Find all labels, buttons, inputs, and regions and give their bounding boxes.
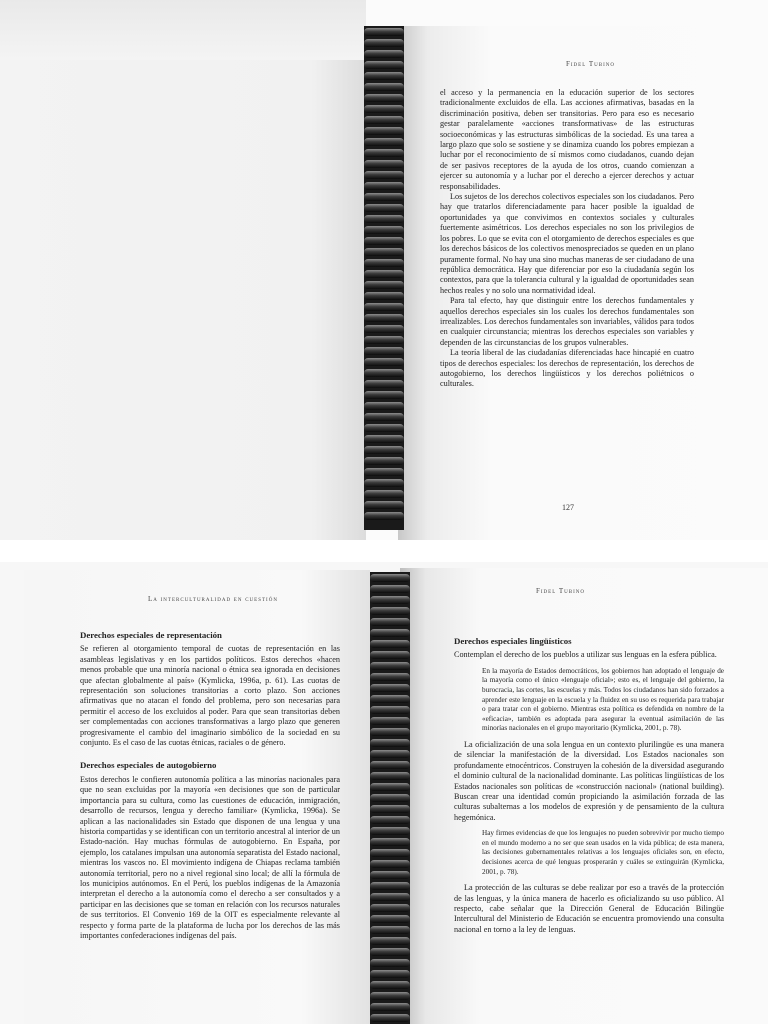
- spiral-coil: [364, 215, 404, 223]
- spiral-coil: [370, 893, 410, 901]
- running-head: La interculturalidad en cuestión: [148, 595, 278, 603]
- spiral-coil: [370, 673, 410, 681]
- spiral-coil: [370, 904, 410, 912]
- spiral-coil: [364, 358, 404, 366]
- spiral-coil: [370, 739, 410, 747]
- spiral-coil: [364, 94, 404, 102]
- spiral-coil: [364, 380, 404, 388]
- spiral-coil: [370, 948, 410, 956]
- section-heading: Derechos especiales de autogobierno: [80, 760, 217, 771]
- spiral-coil: [370, 662, 410, 670]
- paragraph: La protección de las culturas se debe realizar por eso a través de la protección de las lenguas, y la única manera de hacerlo es oficializando su uso público. Al respecto, cabe señalar que la Dirección General de Educación Bilingüe Intercultural del Ministerio de Educación se encuentra promoviendo una consulta nacional en torno a la ley de lenguas.: [454, 883, 724, 934]
- bottom-book-spread: [0, 562, 768, 1024]
- spiral-coil: [364, 457, 404, 465]
- spiral-coil: [370, 992, 410, 1000]
- spiral-coil: [364, 72, 404, 80]
- spiral-coil: [370, 629, 410, 637]
- page-number: 127: [562, 503, 574, 512]
- spiral-coil: [364, 61, 404, 69]
- block-quote: En la mayoría de Estados democráticos, los gobiernos han adoptado el lenguaje de la mayoría como el único «lenguaje oficial»; esto es, el lenguaje del gobierno, la burocracia, las cortes, las escuelas y más. Todos los ciudadanos han sido forzados a aprender este lenguaje en la escuela y la fluidez en su uso es requerida para trabajar o para tratar con el gobierno. Mientras esta política es defendida en nombre de la «eficacia», también es adoptada para asegurar la eventual asimilación de las minorías nacionales en el grupo mayoritario (Kymlicka, 2001, p. 78).: [482, 666, 724, 733]
- spiral-coil: [364, 369, 404, 377]
- spiral-coil: [370, 849, 410, 857]
- spiral-coil: [370, 640, 410, 648]
- spiral-coil: [364, 314, 404, 322]
- spiral-coil: [370, 772, 410, 780]
- spiral-coil: [364, 402, 404, 410]
- spiral-coil: [364, 281, 404, 289]
- spiral-coil: [364, 248, 404, 256]
- spiral-coil: [370, 574, 410, 582]
- spiral-coil: [370, 651, 410, 659]
- spiral-coil: [370, 1014, 410, 1022]
- spiral-coil: [364, 347, 404, 355]
- paragraph: Contemplan el derecho de los pueblos a utilizar sus lenguas en la esfera pública.: [454, 650, 717, 660]
- spiral-coil: [364, 171, 404, 179]
- spiral-coil: [364, 303, 404, 311]
- paragraph: Se refieren al otorgamiento temporal de cuotas de representación en las asambleas legislativas y en los partidos políticos. Estos derechos «hacen menos probable que una minoría nacional o étnica sea ignorada en decisiones que afectan globalmente al país» (Kymlicka, 1996a, p. 61). Las cuotas de representación son soluciones transitorias a corto plazo. Son acciones afirmativas que no atacan el fondo del problema, pero son necesarias para permitir el acceso de los excluidos al poder. Para que sean transitorias deben ser complementadas con acciones transformativas a largo plazo que generen progresivamente el cambio del imaginario simbólico de la sociedad en su conjunto. Es el caso de las cuotas étnicas, raciales o de género.: [80, 644, 340, 748]
- spiral-coil: [364, 182, 404, 190]
- spiral-coil: [370, 860, 410, 868]
- spiral-coil: [364, 259, 404, 267]
- spiral-coil: [364, 50, 404, 58]
- spiral-coil: [364, 435, 404, 443]
- spiral-coil: [370, 695, 410, 703]
- spiral-coil: [370, 915, 410, 923]
- spiral-coil: [364, 468, 404, 476]
- spiral-coil: [370, 585, 410, 593]
- block-quote: Hay firmes evidencias de que los lenguajes no pueden sobrevivir por mucho tiempo en el mundo moderno a no ser que sean usados en la vida pública; de esta manera, las decisiones gubernamentales relativas a los lenguajes oficiales son, en efecto, decisiones acerca de qué lenguas prosperarán y cuáles se extinguirán (Kymlicka, 2001, p. 78).: [482, 829, 724, 876]
- spiral-coil: [370, 728, 410, 736]
- spiral-coil: [364, 446, 404, 454]
- paragraph: Los sujetos de los derechos colectivos especiales son los ciudadanos. Pero hay que tratarlos diferenciadamente para hacer posible la igualdad de oportunidades ya que convivimos en contextos sociales y culturales fuertemente asimétricos. Los derechos especiales no son los privilegios de los pobres. Lo que se evita con el otorgamiento de derechos especiales es que los derechos básicos de los colectivos menospreciados se queden en un plano puramente formal. No hay una sino muchas maneras de ser ciudadano de una república democrática. Hay que diferenciar por eso la ciudadanía según los contextos, para que la tolerancia cultural y la igualdad de oportunidades sean hechos reales y no solo una normatividad ideal.: [440, 192, 694, 295]
- spiral-coil: [370, 761, 410, 769]
- right-page-body: [454, 630, 724, 935]
- running-head: Fidel Tubino: [566, 60, 616, 68]
- paragraph: La oficialización de una sola lengua en un contexto plurilingüe es una manera de silenciar la manifestación de la diversidad. Los Estados nacionales son profundamente etnocéntricos. Construyen la cohesión de la diversidad asegurando el dominio cultural de la nacionalidad dominante. Las políticas lingüísticas de los Estados nacionales son políticas de «construcción nacional» (national building). Buscan crear una identidad común propiciando la asimilación forzada de las culturas subalternas a los modelos de expresión y de pensamiento de la cultura hegemónica.: [454, 739, 724, 822]
- spiral-binding-top: [364, 26, 404, 530]
- spiral-coil: [370, 750, 410, 758]
- spiral-coil: [370, 783, 410, 791]
- paragraph: Para tal efecto, hay que distinguir entre los derechos fundamentales y aquellos derechos especiales sin los cuales los derechos fundamentales son irrealizables. Los derechos fundamentales son invariables, válidos para todos en cualquier circunstancia; mientras los derechos especiales son variables y dependen de las circunstancias de los grupos vulnerables.: [440, 296, 694, 347]
- spiral-coil: [364, 193, 404, 201]
- spiral-coil: [370, 684, 410, 692]
- spiral-coil: [364, 501, 404, 509]
- spiral-coil: [364, 270, 404, 278]
- spiral-coil: [364, 204, 404, 212]
- spiral-coil: [364, 292, 404, 300]
- spiral-coil: [364, 336, 404, 344]
- page-shadow: [0, 0, 366, 60]
- spiral-coil: [364, 424, 404, 432]
- paragraph: La teoría liberal de las ciudadanías diferenciadas hace hincapié en cuatro tipos de derechos especiales: los derechos de representación, los derechos de autogobierno, los derechos lingüísticos y los derechos poliétnicos o culturales.: [440, 348, 694, 389]
- paragraph: el acceso y la permanencia en la educación superior de los sectores tradicionalmente excluidos de ella. Las acciones afirmativas, basadas en la discriminación positiva, deben ser transitorias. Pero para eso es necesario gestar paralelamente «acciones transformativas» de las estructuras socioeconómicas y las estructuras simbólicas de la sociedad. Es una tarea a largo plazo que solo se sostiene y se dinamiza cuando los pobres empiezan a luchar por el reconocimiento de sí mismos como ciudadanos, cuando dejan de ser pasivos receptores de la ayuda de los otros, cuando comienzan a ejercer su autonomía y a luchar por el derecho a ejercer derechos y actuar responsabilidades.: [440, 88, 694, 191]
- spiral-coil: [370, 794, 410, 802]
- spiral-coil: [364, 490, 404, 498]
- spiral-coil: [370, 618, 410, 626]
- spiral-coil: [370, 970, 410, 978]
- blank-left-page: [0, 0, 366, 540]
- spiral-coil: [364, 39, 404, 47]
- spiral-coil: [370, 926, 410, 934]
- spiral-coil: [370, 596, 410, 604]
- paragraph: Estos derechos le confieren autonomía política a las minorías nacionales para que no sean excluidas por la mayoría «en decisiones que son de particular importancia para su cultura, como las cuestiones de educación, inmigración, desarrollo de recursos, lengua y derecho familiar» (Kymlicka, 1996a). Se aplican a las nacionalidades sin Estado que disponen de una lengua y una historia compartidas y se identifican con un territorio ancestral al interior de un Estado-nación. Hay muchas fórmulas de autogobierno. En España, por ejemplo, los catalanes impulsan una autonomía separatista del Estado nacional, mientras los vascos no. El movimiento indígena de Chiapas reclama también autonomía territorial, pero no a nivel regional sino local; de allí la fórmula de los municipios autónomos. En el Perú, los pueblos indígenas de la Amazonía interpretan el derecho a la autonomía como el derecho a ser consultados y a participar en las decisiones que se toman en relación con los recursos naturales de sus territorios. El Convenio 169 de la OIT es especialmente relevante al respecto y forma parte de la plataforma de lucha por los derechos de las más importantes confederaciones indígenas del país.: [80, 774, 340, 940]
- spiral-coil: [364, 116, 404, 124]
- spiral-coil: [364, 325, 404, 333]
- spiral-coil: [364, 149, 404, 157]
- spiral-coil: [370, 871, 410, 879]
- spiral-coil: [364, 127, 404, 135]
- spiral-coil: [370, 827, 410, 835]
- spiral-coil: [370, 607, 410, 615]
- spiral-coil: [370, 882, 410, 890]
- spiral-coil: [364, 28, 404, 36]
- spiral-coil: [364, 413, 404, 421]
- spiral-coil: [370, 937, 410, 945]
- spiral-binding-bottom: [370, 572, 410, 1024]
- running-head: Fidel Tubino: [536, 587, 586, 595]
- spiral-coil: [370, 981, 410, 989]
- spiral-coil: [364, 391, 404, 399]
- spiral-coil: [364, 512, 404, 520]
- spiral-coil: [364, 83, 404, 91]
- spiral-coil: [370, 805, 410, 813]
- spiral-coil: [370, 717, 410, 725]
- page-127-body: [440, 88, 694, 390]
- section-heading: Derechos especiales lingüísticos: [454, 636, 572, 646]
- spiral-coil: [364, 237, 404, 245]
- left-page-body: [80, 624, 340, 941]
- spiral-coil: [364, 160, 404, 168]
- spiral-coil: [364, 226, 404, 234]
- spread-separator: [0, 540, 768, 562]
- spiral-coil: [370, 838, 410, 846]
- spiral-coil: [370, 1003, 410, 1011]
- spiral-coil: [370, 959, 410, 967]
- spiral-coil: [364, 138, 404, 146]
- spiral-coil: [370, 816, 410, 824]
- section-heading: Derechos especiales de representación: [80, 630, 222, 640]
- spiral-coil: [364, 479, 404, 487]
- spiral-coil: [370, 706, 410, 714]
- spiral-coil: [364, 105, 404, 113]
